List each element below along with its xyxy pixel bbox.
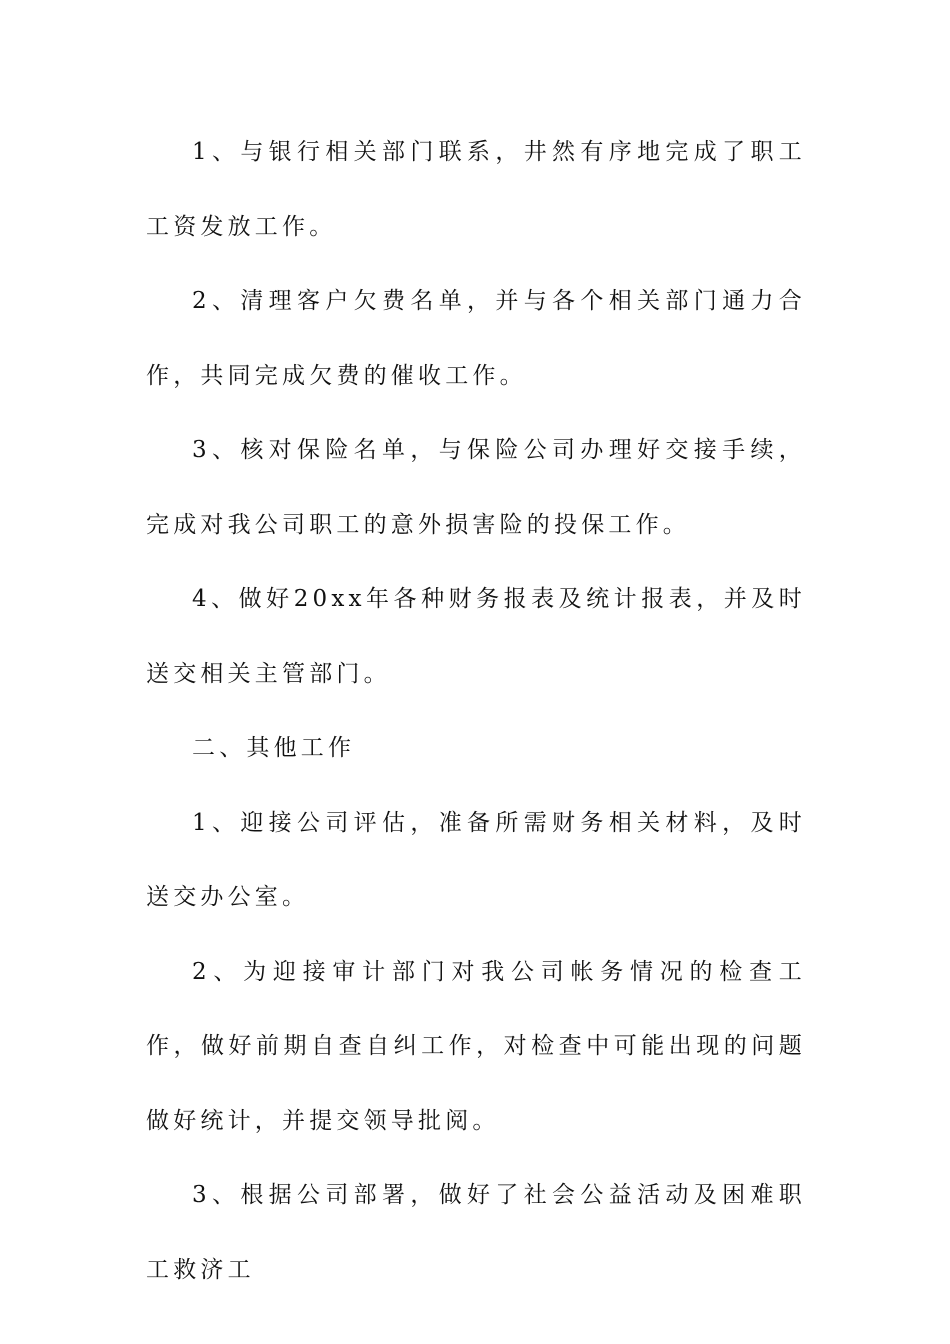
paragraph-insurance: 3、核对保险名单，与保险公司办理好交接手续，完成对我公司职工的意外损害险的投保工作。 bbox=[146, 437, 806, 538]
section-heading-other-work: 二、其他工作 bbox=[192, 735, 356, 761]
paragraph-company-evaluation: 1、迎接公司评估，准备所需财务相关材料，及时送交办公室。 bbox=[146, 809, 806, 910]
paragraph-public-welfare: 3、根据公司部署，做好了社会公益活动及困难职工救济工 bbox=[146, 1182, 806, 1283]
document-body bbox=[146, 115, 806, 1307]
paragraph-audit-preparation: 2、为迎接审计部门对我公司帐务情况的检查工作，做好前期自查自纠工作，对检查中可能出现的问题做好统计，并提交领导批阅。 bbox=[146, 958, 806, 1134]
paragraph-wage-payment: 1、与银行相关部门联系，井然有序地完成了职工工资发放工作。 bbox=[146, 139, 806, 240]
paragraph-financial-reports: 4、做好20xx年各种财务报表及统计报表，并及时送交相关主管部门。 bbox=[146, 586, 806, 687]
paragraph-arrears-collection: 2、清理客户欠费名单，并与各个相关部门通力合作，共同完成欠费的催收工作。 bbox=[146, 288, 806, 389]
